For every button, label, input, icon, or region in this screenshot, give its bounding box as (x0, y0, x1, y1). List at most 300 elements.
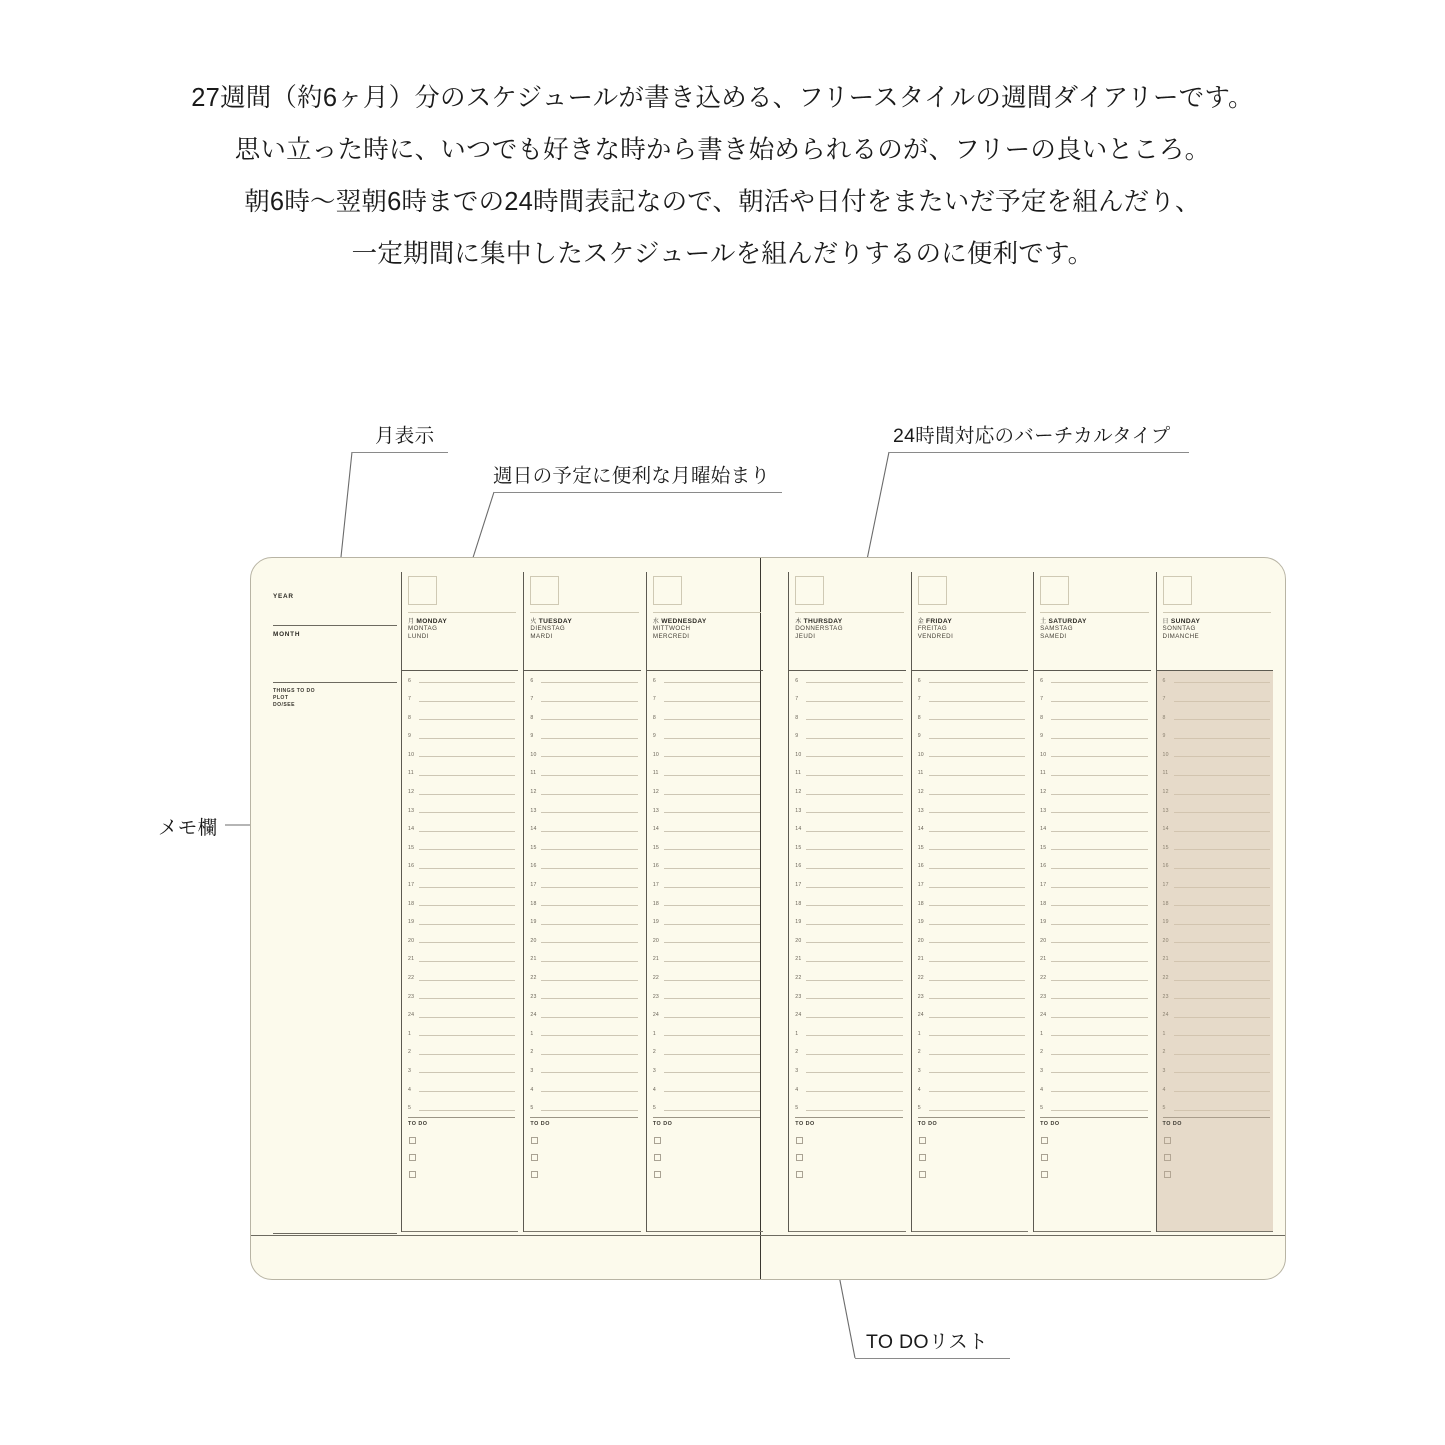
hour-row[interactable] (789, 1043, 905, 1062)
todo-checkbox[interactable] (1164, 1171, 1171, 1178)
hour-writing-line (664, 980, 760, 981)
todo-checkbox[interactable] (796, 1171, 803, 1178)
todo-checkbox[interactable] (531, 1154, 538, 1161)
hour-row[interactable] (647, 876, 763, 895)
hour-number: 23 (917, 993, 924, 1000)
hour-row[interactable] (789, 1024, 905, 1043)
hour-number: 3 (530, 1067, 534, 1074)
hour-row[interactable] (1157, 783, 1273, 802)
hour-row[interactable] (647, 764, 763, 783)
hour-writing-line (664, 1110, 760, 1111)
hour-row[interactable] (1034, 876, 1150, 895)
todo-checkbox[interactable] (654, 1137, 661, 1144)
day-name-translations (653, 625, 691, 641)
hour-number: 9 (795, 733, 799, 740)
hour-number: 13 (917, 807, 924, 814)
hour-row[interactable] (1034, 838, 1150, 857)
hour-writing-line (1051, 1054, 1147, 1055)
hour-row[interactable] (1157, 820, 1273, 839)
hour-row[interactable] (1034, 894, 1150, 913)
hour-number: 22 (1040, 975, 1047, 981)
hour-row[interactable] (1157, 671, 1273, 690)
hour-writing-line (419, 998, 515, 999)
todo-checkbox[interactable] (796, 1154, 803, 1161)
day-name-french: MARDI (530, 633, 553, 641)
hour-writing-line (929, 998, 1025, 999)
hour-row[interactable] (789, 727, 905, 746)
hour-row[interactable] (647, 894, 763, 913)
hour-row[interactable] (789, 764, 905, 783)
year-rule (273, 625, 397, 626)
hour-row[interactable] (1034, 727, 1150, 746)
hour-row[interactable] (647, 783, 763, 802)
hour-number: 12 (652, 789, 660, 796)
hour-row[interactable] (912, 801, 1028, 820)
hour-row[interactable] (789, 838, 905, 857)
date-number-box[interactable] (1040, 576, 1069, 605)
hour-writing-line (419, 887, 515, 888)
hour-number: 23 (1040, 993, 1047, 1000)
callout-label-monday-start: 週日の予定に便利な月曜始まり (493, 465, 771, 487)
hour-row[interactable] (912, 913, 1028, 932)
hour-row[interactable] (789, 1080, 905, 1099)
hour-writing-line (541, 1110, 637, 1111)
todo-checkbox[interactable] (796, 1137, 803, 1144)
hour-row[interactable] (647, 913, 763, 932)
hour-number: 3 (917, 1067, 921, 1074)
hour-row[interactable] (1034, 708, 1150, 727)
hour-row[interactable] (524, 745, 640, 764)
hour-writing-line (541, 1017, 637, 1018)
hour-row[interactable] (402, 969, 518, 988)
hour-row[interactable] (402, 727, 518, 746)
day-column-bottom-rule (524, 1231, 640, 1232)
hour-number: 13 (795, 807, 802, 814)
hour-writing-line (541, 1054, 637, 1055)
hour-row[interactable] (1157, 838, 1273, 857)
hour-row[interactable] (912, 783, 1028, 802)
hour-row[interactable] (647, 1006, 763, 1025)
todo-checkbox[interactable] (654, 1171, 661, 1178)
hour-number: 5 (795, 1105, 799, 1112)
hour-row[interactable] (402, 745, 518, 764)
hour-row[interactable] (1157, 950, 1273, 969)
day-name-translations (918, 625, 954, 641)
hour-number: 20 (795, 937, 802, 944)
hour-row[interactable] (647, 987, 763, 1006)
hour-row[interactable] (1157, 987, 1273, 1006)
hour-row[interactable] (1157, 801, 1273, 820)
hour-row[interactable] (912, 876, 1028, 895)
hour-row[interactable] (912, 950, 1028, 969)
hour-number: 19 (530, 919, 537, 926)
hour-row[interactable] (524, 950, 640, 969)
hour-row[interactable] (789, 1061, 905, 1080)
date-number-box[interactable] (653, 576, 682, 605)
day-column-sunday[interactable] (1156, 572, 1273, 1232)
hour-row[interactable] (912, 1006, 1028, 1025)
hour-writing-line (541, 868, 637, 869)
hour-row[interactable] (1034, 745, 1150, 764)
hour-number: 1 (530, 1030, 534, 1037)
hour-row[interactable] (789, 820, 905, 839)
hour-writing-line (929, 1110, 1025, 1111)
hour-row[interactable] (524, 1061, 640, 1080)
hour-writing-line (419, 701, 515, 702)
hour-number: 12 (1040, 789, 1047, 796)
hour-row[interactable] (789, 745, 905, 764)
todo-checkbox[interactable] (654, 1154, 661, 1161)
hour-row[interactable] (1157, 1024, 1273, 1043)
todo-checkbox[interactable] (531, 1137, 538, 1144)
hour-writing-line (419, 794, 515, 795)
hour-number: 13 (408, 807, 415, 814)
hour-row[interactable] (1034, 690, 1150, 709)
hour-row[interactable] (524, 764, 640, 783)
hour-row[interactable] (1034, 783, 1150, 802)
hour-writing-line (419, 831, 515, 832)
hour-row[interactable] (647, 708, 763, 727)
day-name-english: FRIDAY (926, 618, 953, 625)
hour-row[interactable] (647, 820, 763, 839)
hour-row[interactable] (647, 931, 763, 950)
hour-row[interactable] (524, 783, 640, 802)
hour-number: 17 (1040, 882, 1047, 889)
hour-writing-line (419, 924, 515, 925)
hour-row[interactable] (789, 708, 905, 727)
hour-row[interactable] (402, 764, 518, 783)
hour-number: 10 (1162, 751, 1169, 758)
hour-row[interactable] (1034, 764, 1150, 783)
hour-number: 5 (530, 1105, 534, 1112)
hour-row[interactable] (1034, 1080, 1150, 1099)
hour-row[interactable] (789, 950, 905, 969)
hour-row[interactable] (402, 783, 518, 802)
day-column-thursday[interactable] (788, 572, 905, 1232)
hour-row[interactable] (524, 1024, 640, 1043)
hour-number: 7 (795, 696, 799, 703)
hour-row[interactable] (912, 1061, 1028, 1080)
hour-row[interactable] (647, 1099, 763, 1118)
hour-row[interactable] (647, 1061, 763, 1080)
hour-writing-line (929, 738, 1025, 739)
hour-row[interactable] (912, 1043, 1028, 1062)
hour-writing-line (806, 1110, 902, 1111)
hour-number: 18 (652, 900, 660, 907)
hour-number: 17 (917, 882, 924, 889)
hour-writing-line (664, 942, 760, 943)
hour-row[interactable] (789, 783, 905, 802)
hour-row[interactable] (1157, 857, 1273, 876)
hour-row[interactable] (1157, 894, 1273, 913)
hour-number: 8 (408, 714, 412, 721)
hour-row[interactable] (912, 969, 1028, 988)
hour-row[interactable] (789, 876, 905, 895)
hour-row[interactable] (912, 764, 1028, 783)
hour-number: 14 (530, 826, 537, 833)
hour-writing-line (1174, 756, 1270, 757)
hour-number: 16 (408, 863, 415, 870)
hour-row[interactable] (789, 913, 905, 932)
hour-row[interactable] (789, 671, 905, 690)
hour-row[interactable] (1157, 745, 1273, 764)
todo-checkbox[interactable] (1164, 1154, 1171, 1161)
hour-row[interactable] (912, 1024, 1028, 1043)
hour-row[interactable] (647, 690, 763, 709)
hour-number: 3 (408, 1067, 412, 1074)
hour-row[interactable] (789, 690, 905, 709)
hour-writing-line (664, 998, 760, 999)
hour-row[interactable] (402, 1099, 518, 1118)
todo-checkbox[interactable] (919, 1154, 926, 1161)
hour-row[interactable] (912, 671, 1028, 690)
hour-row[interactable] (789, 931, 905, 950)
hour-row[interactable] (402, 1006, 518, 1025)
hour-row[interactable] (1157, 876, 1273, 895)
hour-row[interactable] (1034, 969, 1150, 988)
date-number-box[interactable] (1163, 576, 1192, 605)
hour-row[interactable] (912, 894, 1028, 913)
hour-row[interactable] (524, 894, 640, 913)
day-column-tuesday[interactable] (523, 572, 640, 1232)
todo-checkbox[interactable] (409, 1154, 416, 1161)
hour-row[interactable] (912, 708, 1028, 727)
hour-row[interactable] (402, 1080, 518, 1099)
hour-row[interactable] (1157, 764, 1273, 783)
hour-row[interactable] (524, 708, 640, 727)
hour-number: 21 (1162, 956, 1169, 963)
hour-row[interactable] (912, 1099, 1028, 1118)
hour-number: 20 (917, 937, 924, 944)
hour-row[interactable] (912, 745, 1028, 764)
hour-row[interactable] (402, 1061, 518, 1080)
hour-row[interactable] (402, 876, 518, 895)
hour-row[interactable] (402, 894, 518, 913)
hour-row[interactable] (789, 801, 905, 820)
hour-writing-line (806, 961, 902, 962)
hour-row[interactable] (1157, 931, 1273, 950)
hour-row[interactable] (1157, 727, 1273, 746)
hour-number: 2 (1162, 1049, 1166, 1056)
date-number-box[interactable] (530, 576, 559, 605)
todo-divider-rule (1163, 1117, 1270, 1118)
hour-row[interactable] (1157, 690, 1273, 709)
hour-number: 12 (408, 789, 415, 796)
hour-row[interactable] (1034, 931, 1150, 950)
day-header-rule (408, 612, 516, 613)
hour-row[interactable] (402, 950, 518, 969)
hour-row[interactable] (647, 838, 763, 857)
hour-row[interactable] (524, 1099, 640, 1118)
day-column-saturday[interactable] (1033, 572, 1150, 1232)
hour-row[interactable] (1157, 913, 1273, 932)
hour-row[interactable] (524, 690, 640, 709)
day-name-translations (1040, 625, 1073, 641)
todo-label: TO DO (795, 1121, 815, 1127)
hour-row[interactable] (1157, 1099, 1273, 1118)
hour-number: 20 (1162, 937, 1169, 944)
hour-row[interactable] (647, 857, 763, 876)
hour-row[interactable] (789, 857, 905, 876)
hour-writing-line (1174, 905, 1270, 906)
hour-number: 11 (917, 770, 924, 777)
hour-writing-line (419, 756, 515, 757)
hour-row[interactable] (524, 1080, 640, 1099)
hour-writing-line (541, 942, 637, 943)
hour-writing-line (1051, 1091, 1147, 1092)
hour-row[interactable] (1034, 801, 1150, 820)
hour-row[interactable] (912, 820, 1028, 839)
hour-number: 7 (530, 696, 534, 703)
hour-writing-line (1051, 1035, 1147, 1036)
hour-row[interactable] (912, 690, 1028, 709)
hour-row[interactable] (647, 745, 763, 764)
hour-row[interactable] (1157, 1043, 1273, 1062)
hour-row[interactable] (647, 1080, 763, 1099)
hour-row[interactable] (524, 857, 640, 876)
hour-writing-line (929, 1054, 1025, 1055)
hour-number: 3 (1162, 1067, 1166, 1074)
todo-checkbox[interactable] (531, 1171, 538, 1178)
hour-row[interactable] (647, 727, 763, 746)
hour-row[interactable] (402, 820, 518, 839)
hour-row[interactable] (402, 1024, 518, 1043)
hour-row[interactable] (524, 671, 640, 690)
hour-row[interactable] (647, 1043, 763, 1062)
hour-row[interactable] (789, 1006, 905, 1025)
date-number-box[interactable] (408, 576, 437, 605)
hour-number: 15 (408, 844, 415, 851)
hour-writing-line (929, 1017, 1025, 1018)
hour-row[interactable] (647, 1024, 763, 1043)
hour-row[interactable] (402, 671, 518, 690)
hour-writing-line (419, 980, 515, 981)
todo-checkbox[interactable] (1041, 1154, 1048, 1161)
hour-row[interactable] (524, 913, 640, 932)
hour-row[interactable] (1034, 1024, 1150, 1043)
hour-row[interactable] (1157, 969, 1273, 988)
hour-writing-line (1174, 701, 1270, 702)
hour-row[interactable] (912, 931, 1028, 950)
hour-writing-line (929, 1035, 1025, 1036)
callout-label-month-display: 月表示 (375, 425, 435, 447)
hour-writing-line (419, 738, 515, 739)
hour-row[interactable] (1034, 913, 1150, 932)
hour-writing-line (806, 812, 902, 813)
hour-row[interactable] (524, 801, 640, 820)
hour-row[interactable] (402, 838, 518, 857)
hour-row[interactable] (912, 838, 1028, 857)
hour-row[interactable] (647, 950, 763, 969)
hour-row[interactable] (524, 1006, 640, 1025)
hour-row[interactable] (402, 690, 518, 709)
hour-row[interactable] (524, 838, 640, 857)
hour-writing-line (541, 980, 637, 981)
hour-row[interactable] (524, 1043, 640, 1062)
hour-row[interactable] (789, 894, 905, 913)
hour-writing-line (541, 1072, 637, 1073)
hour-number: 13 (652, 807, 660, 814)
hour-row[interactable] (402, 857, 518, 876)
hour-writing-line (664, 961, 760, 962)
hour-row[interactable] (647, 801, 763, 820)
hour-row[interactable] (912, 727, 1028, 746)
day-column-monday[interactable] (401, 572, 518, 1232)
hour-row[interactable] (524, 969, 640, 988)
hour-row[interactable] (1034, 950, 1150, 969)
hour-writing-line (541, 1035, 637, 1036)
hour-row[interactable] (912, 857, 1028, 876)
hour-row[interactable] (524, 931, 640, 950)
hour-writing-line (419, 849, 515, 850)
hour-number: 24 (917, 1012, 924, 1019)
todo-checkbox[interactable] (919, 1171, 926, 1178)
hour-row[interactable] (1034, 1043, 1150, 1062)
hour-row[interactable] (524, 987, 640, 1006)
day-column-bottom-rule (1157, 1231, 1273, 1232)
hour-row[interactable] (402, 708, 518, 727)
hour-row[interactable] (789, 969, 905, 988)
hour-row[interactable] (912, 1080, 1028, 1099)
hour-row[interactable] (789, 987, 905, 1006)
date-number-box[interactable] (795, 576, 824, 605)
hour-row[interactable] (1157, 708, 1273, 727)
hour-row[interactable] (402, 801, 518, 820)
todo-checkbox[interactable] (1041, 1137, 1048, 1144)
day-column-wednesday[interactable] (646, 572, 763, 1232)
hour-number: 8 (795, 714, 799, 721)
hour-row[interactable] (1034, 1099, 1150, 1118)
hour-row[interactable] (912, 987, 1028, 1006)
hour-row[interactable] (1034, 857, 1150, 876)
hour-row[interactable] (402, 913, 518, 932)
hour-number: 8 (917, 714, 921, 721)
hour-number: 23 (408, 993, 415, 1000)
hour-row[interactable] (402, 987, 518, 1006)
hour-row[interactable] (647, 969, 763, 988)
todo-checkbox[interactable] (1164, 1137, 1171, 1144)
day-name-en (530, 616, 572, 625)
hour-writing-line (1174, 1017, 1270, 1018)
hour-row[interactable] (1034, 671, 1150, 690)
hour-row[interactable] (1034, 820, 1150, 839)
hour-row[interactable] (1157, 1006, 1273, 1025)
hour-row[interactable] (647, 671, 763, 690)
todo-checkbox[interactable] (409, 1137, 416, 1144)
hour-writing-line (664, 775, 760, 776)
hour-number: 3 (652, 1067, 656, 1074)
todo-checkbox[interactable] (409, 1171, 416, 1178)
date-number-box[interactable] (918, 576, 947, 605)
hour-row[interactable] (1157, 1080, 1273, 1099)
day-column-friday[interactable] (911, 572, 1028, 1232)
hour-row[interactable] (524, 876, 640, 895)
todo-checkbox[interactable] (1041, 1171, 1048, 1178)
hour-row[interactable] (1034, 1006, 1150, 1025)
hour-row[interactable] (524, 727, 640, 746)
todo-checkbox[interactable] (919, 1137, 926, 1144)
hour-row[interactable] (402, 1043, 518, 1062)
hour-row[interactable] (789, 1099, 905, 1118)
hour-row[interactable] (1157, 1061, 1273, 1080)
hour-row[interactable] (402, 931, 518, 950)
hour-row[interactable] (1034, 1061, 1150, 1080)
hour-row[interactable] (524, 820, 640, 839)
hour-number: 20 (652, 937, 660, 944)
day-name-translations (795, 625, 843, 641)
hour-row[interactable] (1034, 987, 1150, 1006)
hour-number: 19 (408, 919, 415, 926)
